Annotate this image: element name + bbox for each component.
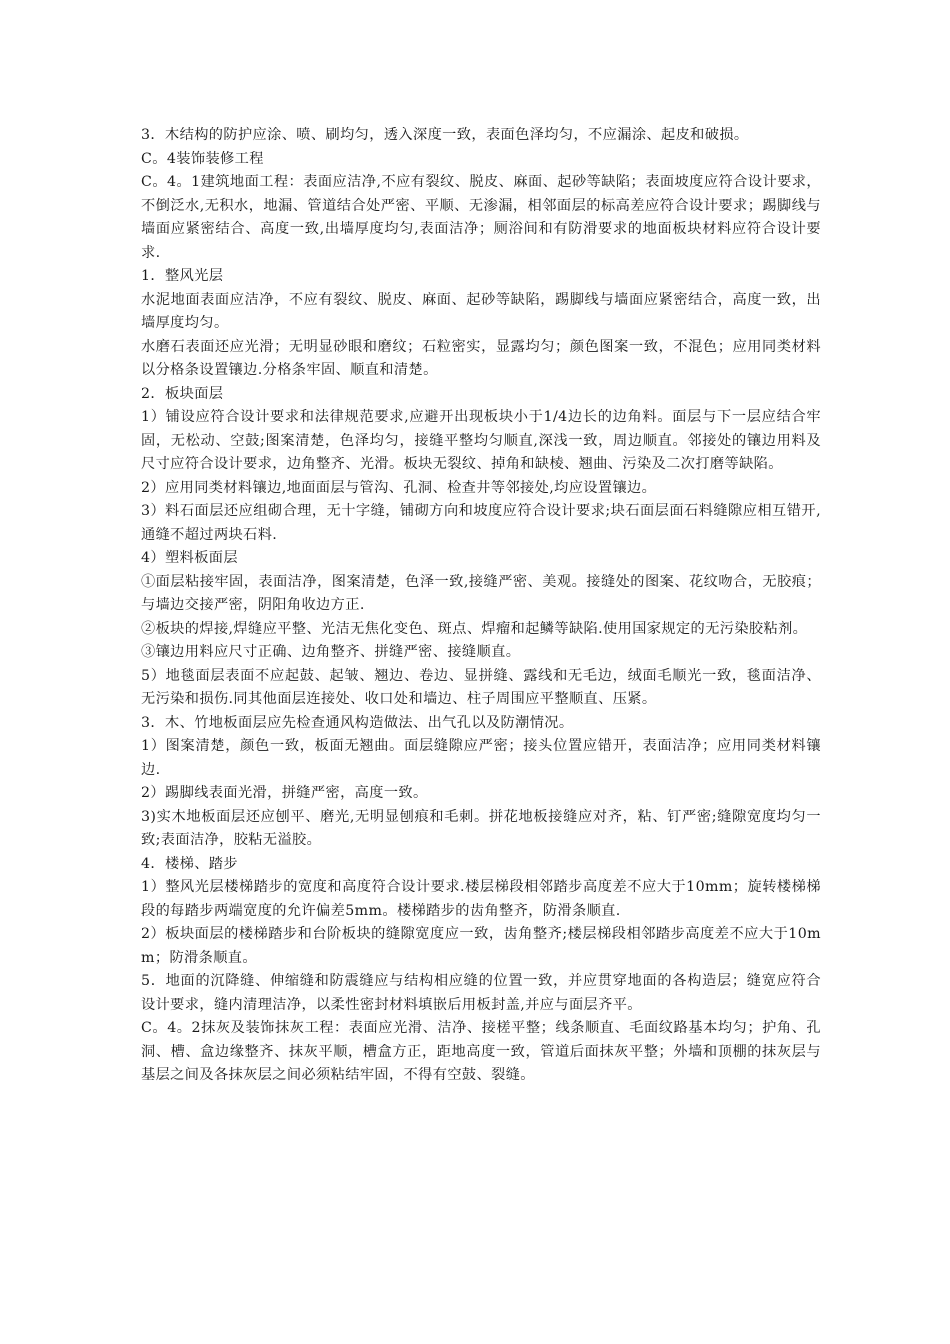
paragraph-joints: 5．地面的沉降缝、伸缩缝和防震缝应与结构相应缝的位置一致，并应贯穿地面的各构造层；缝宽应符合设计要求，缝内清理洁净，以柔性密封材料填嵌后用板封盖,并应与面层齐平。 xyxy=(141,973,821,1013)
paragraph-stair-blocks: 2）板块面层的楼梯踏步和台阶板块的缝隙宽度应一致，齿角整齐;楼层梯段相邻踏步高度差不应大于10mm；防滑条顺直。 xyxy=(141,926,821,966)
paragraph-edging: 2）应用同类材料镶边,地面面层与管沟、孔洞、检查井等邻接处,均应设置镶边。 xyxy=(141,479,657,496)
subheading-wood-bamboo-floor: 3．木、竹地板面层应先检查通风构造做法、出气孔以及防潮情况。 xyxy=(141,714,574,731)
paragraph-block-laying: 1）铺设应符合设计要求和法律规范要求,应避开出现板块小于1/4边长的边角料。面层与下一层应结合牢固，无松动、空鼓;图案清楚，色泽均匀，接缝平整均匀顺直,深浅一致，周边顺直。邻接处的镶边用料及尺寸应符合设计要求，边角整齐、光滑。板块无裂纹、掉角和缺棱、翘曲、污染及二次打磨等缺陷。 xyxy=(141,409,821,472)
paragraph-plastic-bonding: ①面层粘接牢固，表面洁净，图案清楚，色泽一致,接缝严密、美观。接缝处的图案、花纹吻合，无胶痕；与墙边交接严密，阴阳角收边方正. xyxy=(141,573,821,613)
paragraph-stair-dimensions: 1）整风光层楼梯踏步的宽度和高度符合设计要求.楼层梯段相邻踏步高度差不应大于10mm；旋转楼梯梯段的每踏步两端宽度的允许偏差5mm。楼梯踏步的齿角整齐，防滑条顺直. xyxy=(141,879,821,919)
paragraph-carpet: 5）地毯面层表面不应起鼓、起皱、翘边、卷边、显拼缝、露线和无毛边，绒面毛顺光一致，毯面洁净、无污染和损伤.同其他面层连接处、收口处和墙边、柱子周围应平整顺直、压紧。 xyxy=(141,667,821,707)
subheading-integral-surface: 1．整风光层 xyxy=(141,268,224,284)
subheading-plastic-surface: 4）塑料板面层 xyxy=(141,550,238,566)
paragraph-floor-engineering: C。4。1建筑地面工程：表面应洁净,不应有裂纹、脱皮、麻面、起砂等缺陷；表面坡度应符合设计要求，不倒泛水,无积水，地漏、管道结合处严密、平顺、无渗漏，相邻面层的标高差应符合设计要求；踢脚线与墙面应紧密结合、高度一致,出墙厚度均匀,表面洁净；厕浴间和有防滑要求的地面板块材料应符合设计要求. xyxy=(141,174,821,261)
subheading-stairs: 4．楼梯、踏步 xyxy=(141,855,238,872)
section-heading-decoration: C。4装饰装修工程 xyxy=(141,150,264,167)
paragraph-cement-floor: 水泥地面表面应洁净，不应有裂纹、脱皮、麻面、起砂等缺陷，踢脚线与墙面应紧密结合，高度一致，出墙厚度均匀。 xyxy=(141,291,821,331)
paragraph-plastering: C。4。2抹灰及装饰抹灰工程：表面应光滑、洁净、接槎平整；线条顺直、毛面纹路基本均匀；护角、孔洞、槽、盒边缘整齐、抹灰平顺，槽盒方正，距地高度一致，管道后面抹灰平整；外墙和顶棚的抹灰层与基层之间及各抹灰层之间必须粘结牢固，不得有空鼓、裂缝。 xyxy=(141,1020,821,1083)
paragraph-solid-wood: 3)实木地板面层还应刨平、磨光,无明显刨痕和毛刺。拼花地板接缝应对齐，粘、钉严密;缝隙宽度均匀一致;表面洁净，胶粘无溢胶。 xyxy=(141,808,821,848)
document-page xyxy=(141,124,821,1088)
paragraph-wood-protection: 3．木结构的防护应涂、喷、刷均匀，透入深度一致，表面色泽均匀，不应漏涂、起皮和破损。 xyxy=(141,127,749,143)
paragraph-wood-pattern: 1）图案清楚，颜色一致，板面无翘曲。面层缝隙应严密；接头位置应错开，表面洁净；应用同类材料镶边. xyxy=(141,738,821,778)
paragraph-terrazzo: 水磨石表面还应光滑；无明显砂眼和磨纹；石粒密实，显露均匀；颜色图案一致，不混色；应用同类材料以分格条设置镶边.分格条牢固、顺直和清楚。 xyxy=(141,338,821,378)
paragraph-skirting: 2）踢脚线表面光滑，拼缝严密，高度一致。 xyxy=(141,785,428,801)
paragraph-plastic-welding: ②板块的焊接,焊缝应平整、光洁无焦化变色、斑点、焊瘤和起鳞等缺陷.使用国家规定的无污染胶粘剂。 xyxy=(141,620,808,637)
paragraph-plastic-edging: ③镶边用料应尺寸正确、边角整齐、拼缝严密、接缝顺直。 xyxy=(141,644,521,660)
paragraph-stone-surface: 3）料石面层还应组砌合理，无十字缝，铺砌方向和坡度应符合设计要求;块石面层面石料缝隙应相互错开,通缝不超过两块石料. xyxy=(141,503,821,543)
subheading-block-surface: 2．板块面层 xyxy=(141,385,224,402)
